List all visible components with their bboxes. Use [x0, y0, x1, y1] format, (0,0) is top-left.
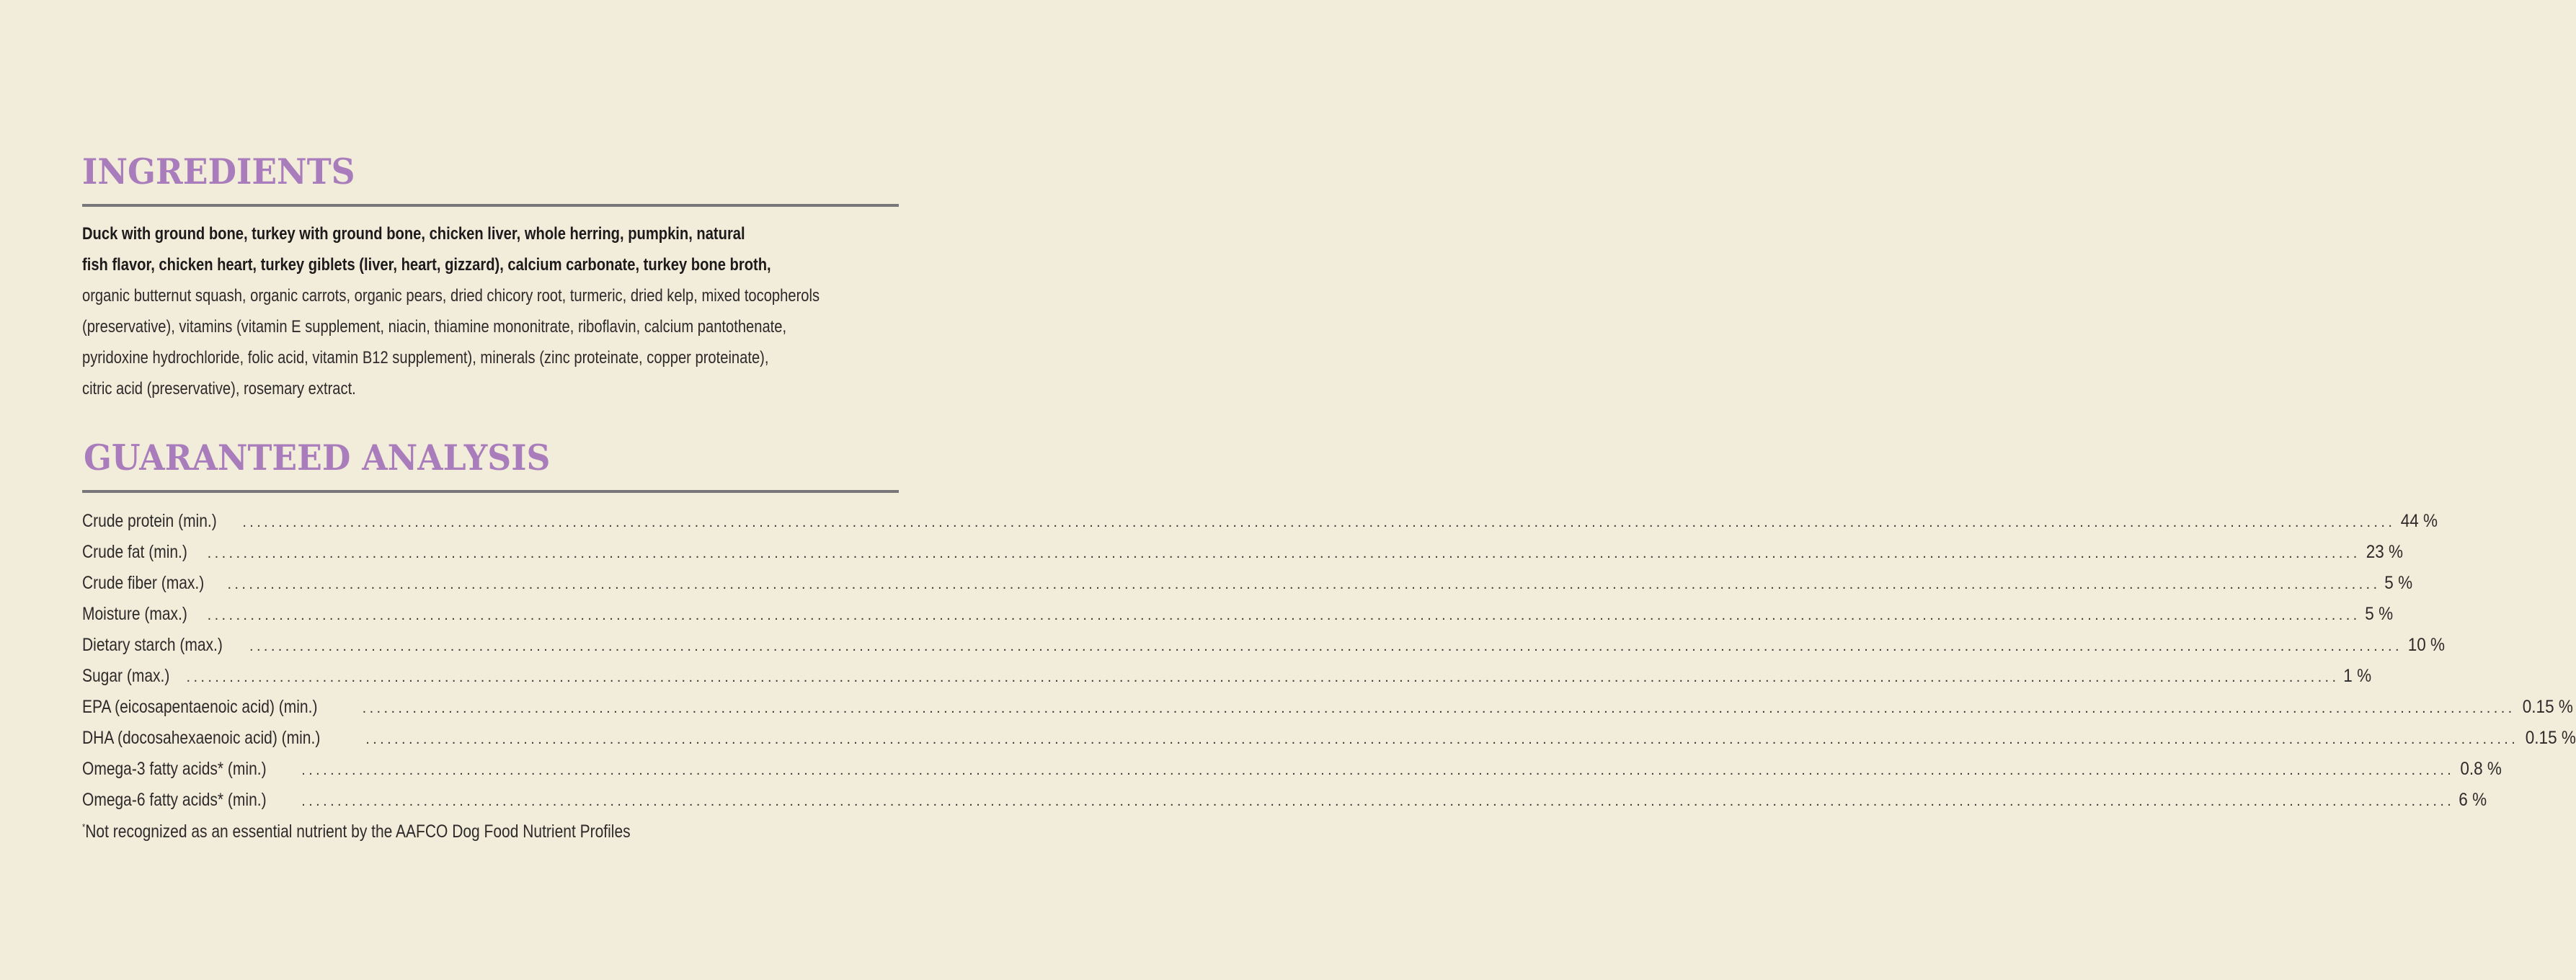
analysis-label: Omega-6 fatty acids* (min.) [82, 790, 267, 810]
ingredients-line: citric acid (preservative), rosemary extract. [82, 379, 356, 398]
analysis-row [82, 568, 2413, 599]
ingredients-heading: INGREDIENTS [82, 151, 355, 192]
analysis-table [82, 506, 2576, 816]
ingredients-line: fish flavor, chicken heart, turkey giblets (liver, heart, gizzard), calcium carbonate, turkey bone broth, [82, 255, 771, 275]
footnote-mark: * [82, 821, 86, 832]
analysis-row [82, 692, 2573, 723]
analysis-value: 5 % [2384, 573, 2413, 593]
analysis-row [82, 723, 2576, 754]
analysis-value: 0.15 % [2526, 728, 2576, 748]
dot-leader: ............................................................................................................................................................................................................................................................................................................ [207, 607, 2360, 623]
analysis-value: 1 % [2343, 666, 2372, 686]
ingredients-line: (preservative), vitamins (vitamin E supplement, niacin, thiamine mononitrate, riboflavin, calcium pantothenate, [82, 317, 787, 337]
analysis-value: 6 % [2459, 790, 2487, 810]
ingredients-list [82, 218, 899, 404]
analysis-value: 0.15 % [2522, 697, 2573, 717]
dot-leader: ............................................................................................................................................................................................................................................................................................................ [227, 576, 2381, 592]
ingredients-line: organic butternut squash, organic carrots, organic pears, dried chicory root, turmeric, dried kelp, mixed tocopherols [82, 286, 820, 306]
analysis-row [82, 661, 2372, 692]
analysis-divider [82, 490, 899, 493]
analysis-row [82, 506, 2438, 537]
analysis-label: Crude fat (min.) [82, 542, 187, 562]
footnote-text: Not recognized as an essential nutrient by the AAFCO Dog Food Nutrient Profiles [85, 821, 631, 842]
analysis-label: Dietary starch (max.) [82, 635, 223, 655]
analysis-label: EPA (eicosapentaenoic acid) (min.) [82, 697, 318, 717]
dot-leader: ............................................................................................................................................................................................................................................................................................................ [365, 731, 2519, 747]
analysis-row [82, 537, 2403, 568]
dot-leader: ............................................................................................................................................................................................................................................................................................................ [249, 638, 2402, 654]
dot-leader: ............................................................................................................................................................................................................................................................................................................ [301, 793, 2455, 809]
analysis-row [82, 599, 2393, 630]
analysis-value: 5 % [2364, 604, 2393, 624]
dot-leader: ............................................................................................................................................................................................................................................................................................................ [301, 762, 2455, 778]
dot-leader: ............................................................................................................................................................................................................................................................................................................ [242, 514, 2396, 530]
dot-leader: ............................................................................................................................................................................................................................................................................................................ [207, 545, 2360, 561]
analysis-label: Crude fiber (max.) [82, 573, 205, 593]
analysis-label: Crude protein (min.) [82, 511, 217, 531]
dot-leader: ............................................................................................................................................................................................................................................................................................................ [186, 669, 2340, 685]
analysis-label: DHA (docosahexaenoic acid) (min.) [82, 728, 321, 748]
analysis-label: Sugar (max.) [82, 666, 170, 686]
analysis-value: 44 % [2401, 511, 2438, 531]
ingredients-divider [82, 204, 899, 207]
analysis-row [82, 630, 2445, 661]
analysis-label: Omega-3 fatty acids* (min.) [82, 759, 267, 779]
analysis-value: 10 % [2407, 635, 2445, 655]
analysis-row [82, 754, 2502, 785]
footnote [82, 821, 631, 842]
ingredients-line: pyridoxine hydrochloride, folic acid, vitamin B12 supplement), minerals (zinc proteinate, copper proteinate), [82, 348, 769, 368]
analysis-label: Moisture (max.) [82, 604, 187, 624]
ingredients-line: Duck with ground bone, turkey with ground bone, chicken liver, whole herring, pumpkin, natural [82, 224, 745, 244]
analysis-value: 0.8 % [2460, 759, 2502, 779]
analysis-row [82, 785, 2487, 816]
analysis-value: 23 % [2366, 542, 2403, 562]
analysis-heading: GUARANTEED ANALYSIS [84, 437, 551, 478]
dot-leader: ............................................................................................................................................................................................................................................................................................................ [362, 700, 2515, 716]
